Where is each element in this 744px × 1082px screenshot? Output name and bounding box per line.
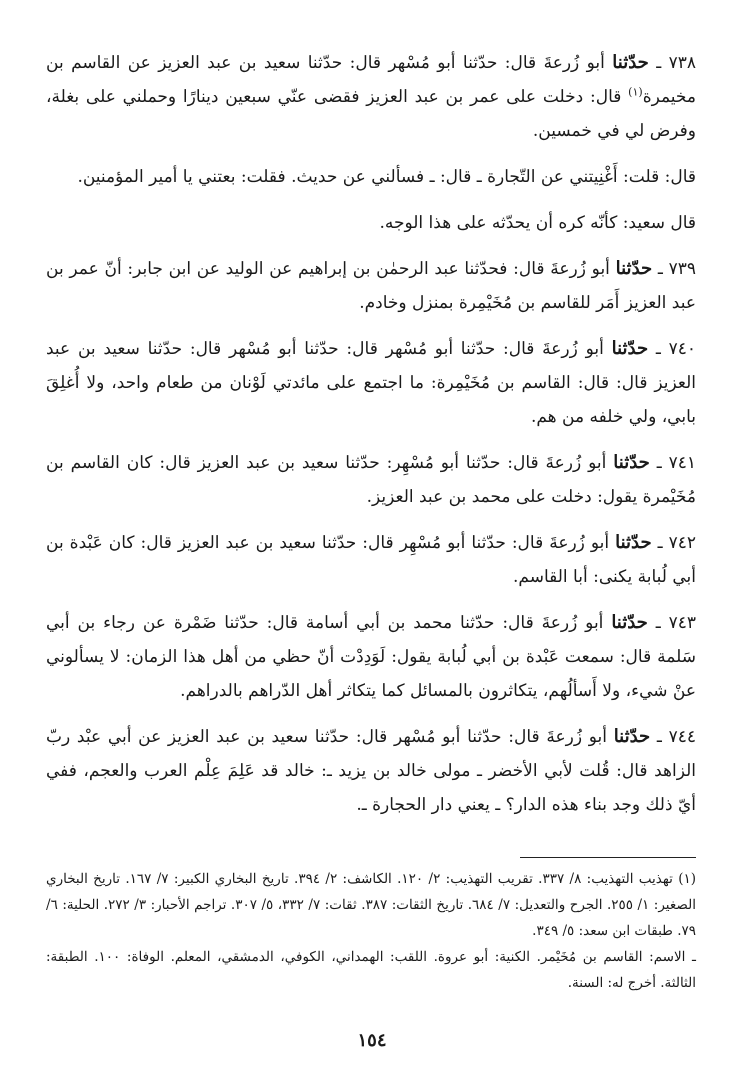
entry-number: ٧٣٨ ـ xyxy=(656,53,697,73)
entry-text: قال: قلت: أَغْنِيتني عن التّجارة ـ قال: ـ فسألني عن حديث. فقلت: بعتني يا أمير المؤمنين. xyxy=(77,167,696,187)
footnote-biography: ـ الاسم: القاسم بن مُخَيْمر. الكنية: أبو عروة. اللقب: الهمداني، الكوفي، الدمشقي، المعلم. الوفاة: ١٠٠. الطبقة: الثالثة. أخرج له: السنة. xyxy=(46,949,697,991)
footnotes xyxy=(46,866,696,996)
hadith-entries xyxy=(46,46,696,834)
hadith-continuation-1 xyxy=(46,160,696,194)
entry-text: أبو زُرعةَ قال: حدّثنا أبو مُسْهر قال: حدّثنا سعيد بن عبد العزيز عن القاسم بن مخيمرة xyxy=(46,53,697,107)
entry-keyword: حدّثنا xyxy=(615,532,652,553)
hadith-entry-741 xyxy=(46,446,696,514)
hadith-entry-739 xyxy=(46,252,696,320)
hadith-continuation-2 xyxy=(46,206,696,240)
entry-number: ٧٤٠ ـ xyxy=(655,339,697,359)
entry-number: ٧٤٢ ـ xyxy=(657,533,697,553)
entry-text: أبو زُرعةَ قال: فحدّثنا عبد الرحمٰن بن إبراهيم عن الوليد عن ابن جابر: أنّ عمر بن عبد العزيز أَمَر للقاسم بن مُخَيْمِرة بمنزل وخادم. xyxy=(46,259,696,313)
footnote-separator xyxy=(520,857,696,858)
entry-keyword: حدّثنا xyxy=(611,612,648,633)
entry-keyword: حدّثنا xyxy=(615,258,653,279)
footnote-1: (١) تهذيب التهذيب: ٨/ ٣٣٧. تقريب التهذيب: ٢/ ١٢٠. الكاشف: ٢/ ٣٩٤. تاريخ البخاري الكبير: ٧/ ١٦٧. تاريخ البخاري الصغير: ١/ ٢٥٥. الجرح والتعديل: ٧/ ٦٨٤. تاريخ الثقات: ٣٨٧. ثقات: ٧/ ٣٣٢، ٥/ ٣٠٧. تراجم الأحبار: ٣/ ٢٧٢. الحلية: ٦/ ٧٩. طبقات ابن سعد: ٥/ ٣٤٩. xyxy=(46,871,697,939)
entry-number: ٧٣٩ ـ xyxy=(657,259,697,279)
entry-text: أبو زُرعةَ قال: حدّثنا أبو مُسْهر قال: حدّثنا سعيد بن عبد العزيز عن أبي عبْد ربّ الزاهد قال: قُلت لأبي الأخضر ـ مولى خالد بن يزيد ـ: خالد قد عَلِمَ عِلْم العرب والعجم، ففي أيّ ذلك وجد بناء هذه الدار؟ ـ يعني دار الحجارة ـ. xyxy=(46,727,696,815)
entry-keyword: حدّثنا xyxy=(613,452,650,473)
entry-number: ٧٤٤ ـ xyxy=(656,727,696,747)
hadith-entry-738 xyxy=(46,46,696,148)
entry-text-continued: قال: دخلت على عمر بن عبد العزيز فقضى عنّي سبعين دينارًا وحملني على بغلة، وفرض لي في خمسين. xyxy=(46,87,696,141)
entry-number: ٧٤٣ ـ xyxy=(655,613,696,633)
entry-keyword: حدّثنا xyxy=(611,338,649,359)
hadith-entry-740 xyxy=(46,332,696,434)
hadith-entry-742 xyxy=(46,526,696,594)
page-number: ١٥٤ xyxy=(357,1030,387,1051)
entry-number: ٧٤١ ـ xyxy=(656,453,696,473)
entry-keyword: حدّثنا xyxy=(612,52,649,73)
hadith-entry-744 xyxy=(46,720,696,822)
entry-text: أبو زُرعةَ قال: حدّثنا أبو مُسْهر قال: حدّثنا أبو مُسْهر قال: حدّثنا سعيد بن عبد العزيز قال: قال: القاسم بن مُخَيْمِرة: ما اجتمع على مائدتي لَوْنان من طعام واحد، ولا أُغلِقَ بابي، ولي خلفه من هم. xyxy=(46,339,696,427)
footnote-ref[interactable]: (١) xyxy=(628,85,643,99)
entry-text: أبو زُرعةَ قال: حدّثنا أبو مُسْهِر: حدّثنا سعيد بن عبد العزيز قال: كان القاسم بن مُخَيْمرة يقول: دخلت على محمد بن عبد العزيز. xyxy=(46,453,696,507)
entry-text: أبو زُرعةَ قال: حدّثنا أبو مُسْهِر قال: حدّثنا سعيد بن عبد العزيز قال: كان عَبْدة بن أبي لُبابة يكنى: أبا القاسم. xyxy=(46,533,696,587)
entry-keyword: حدّثنا xyxy=(613,726,651,747)
hadith-entry-743 xyxy=(46,606,696,708)
entry-text: أبو زُرعةَ قال: حدّثنا محمد بن أبي أسامة قال: حدّثنا ضَمْرة عن رجاء بن أبي سَلمة قال: سمعت عَبْدة بن أبي لُبابة يقول: لَوَدِدْت أنّ حظي من أهل هذا الزمان: لا يسألوني عنْ شيء، ولا أَسألُهم، يتكاثرون بالمسائل كما يتكاثر أهل الدّراهم بالدراهم. xyxy=(46,613,696,701)
entry-text: قال سعيد: كأنّه كره أن يحدّثه على هذا الوجه. xyxy=(379,213,696,233)
